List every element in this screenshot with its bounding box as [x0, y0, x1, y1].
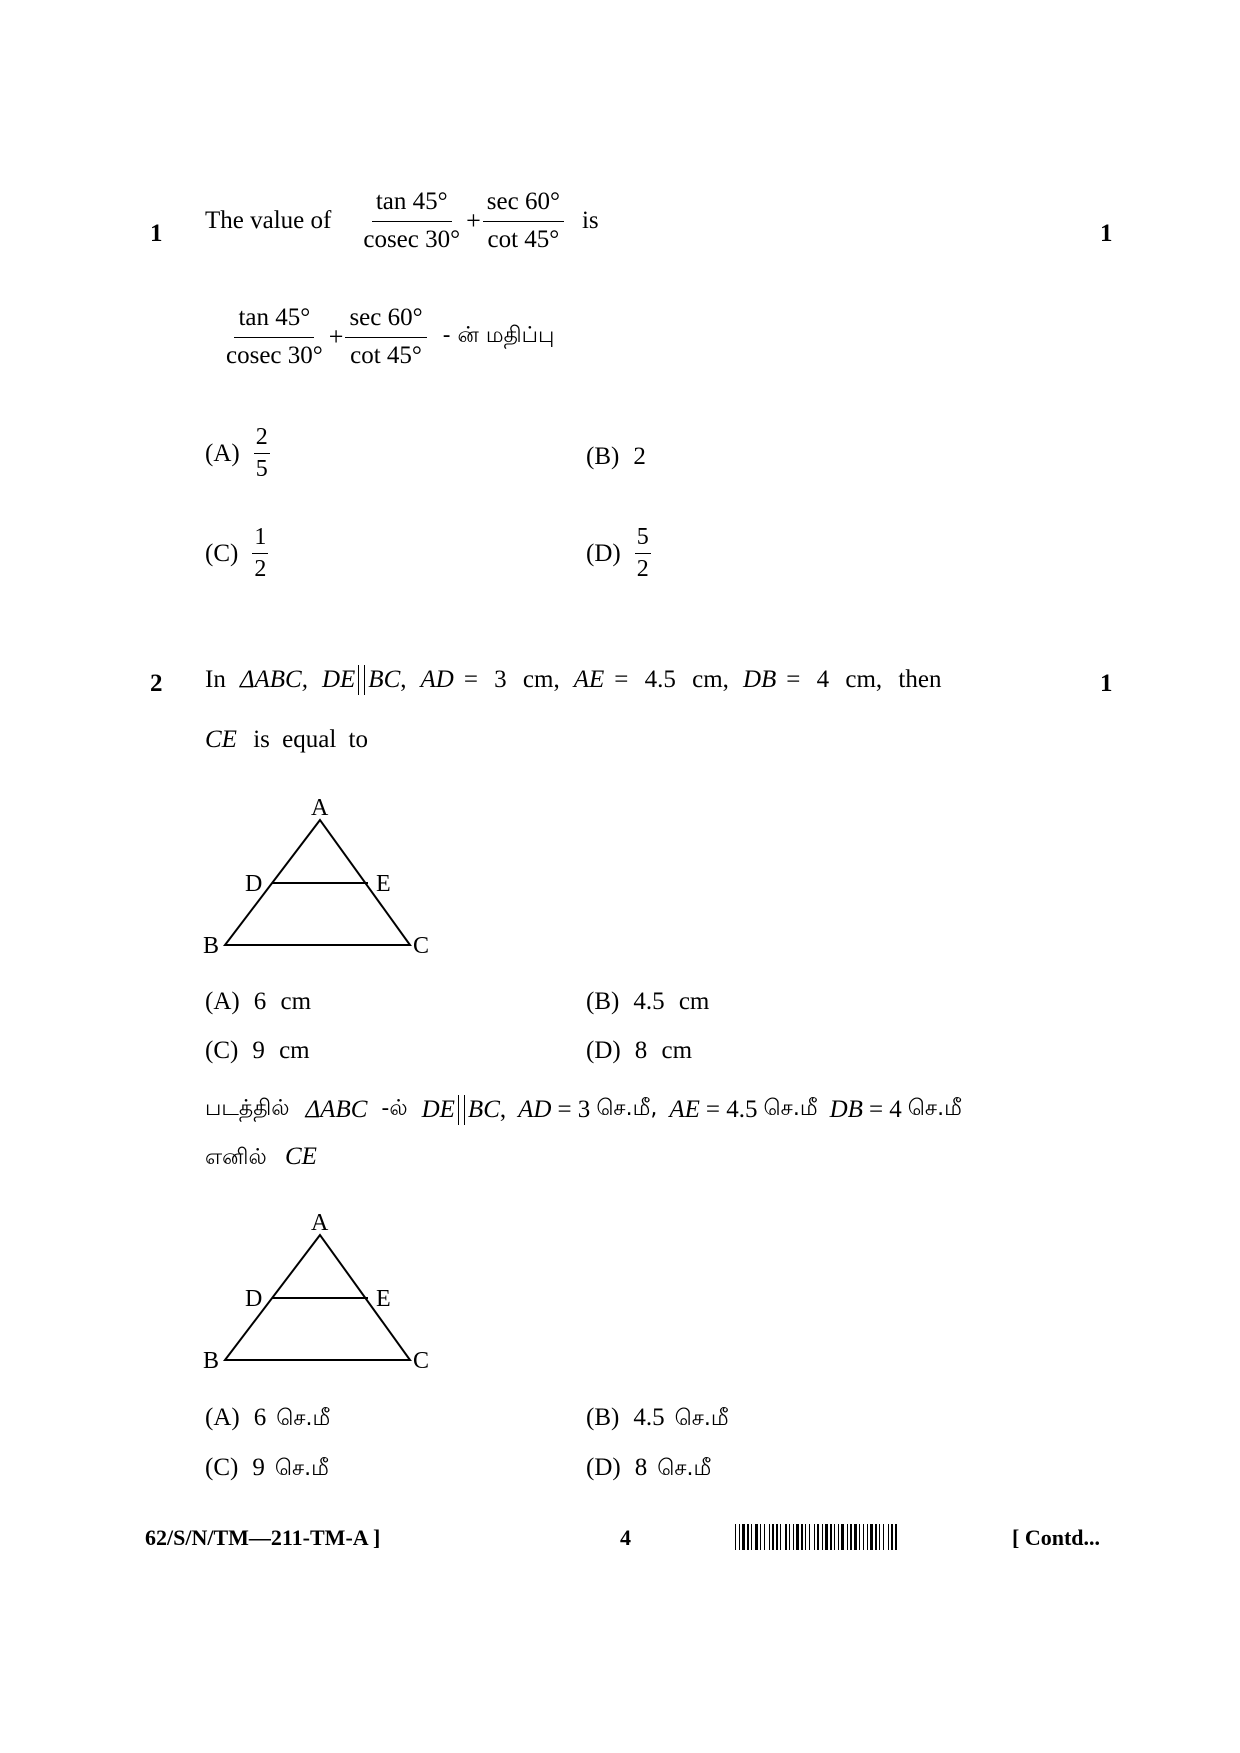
- q2-db-value: = 4 cm, then: [786, 666, 942, 693]
- plus-sign: +: [328, 322, 344, 352]
- q2-db-label: DB: [742, 666, 777, 693]
- parallel-symbol: [358, 665, 365, 695]
- question-2-number: 2: [150, 670, 163, 697]
- fraction-numerator: 5: [635, 525, 651, 554]
- option-value: 6: [253, 1404, 267, 1431]
- question-2-option-b-ta[interactable]: [586, 1404, 729, 1434]
- q2-tamil-ae-value: = 4.5: [705, 1096, 758, 1123]
- fraction-numerator: tan 45°: [372, 188, 452, 222]
- fraction-denominator: cot 45°: [487, 225, 560, 253]
- fraction-numerator: 2: [254, 425, 270, 454]
- vertex-label-b: B: [203, 933, 220, 959]
- question-1-option-b[interactable]: [586, 443, 646, 471]
- option-unit: செ.மீ: [276, 1406, 331, 1431]
- vertex-label-a: A: [311, 1210, 329, 1236]
- option-label: (D): [586, 539, 621, 567]
- q2-tamil-unit: செ.மீ: [907, 1096, 962, 1121]
- q2-bc: BC: [467, 1096, 500, 1123]
- fraction-sec60-cot45: [345, 304, 426, 371]
- barcode-icon: [735, 1524, 990, 1550]
- option-label: (A): [205, 988, 240, 1015]
- fraction-denominator: 5: [255, 456, 268, 483]
- question-2-option-b-en[interactable]: [586, 988, 709, 1016]
- q2-triangle: ΔABC,: [239, 666, 308, 693]
- question-1-option-c[interactable]: [205, 525, 268, 582]
- q2-tamil-ce: CE: [285, 1143, 317, 1170]
- fraction-denominator: cot 45°: [350, 341, 422, 369]
- question-1-option-a[interactable]: [205, 425, 270, 482]
- q2-bc: BC: [368, 666, 401, 693]
- vertex-label-e: E: [376, 871, 391, 897]
- question-2-option-a-ta[interactable]: [205, 1404, 330, 1434]
- question-1-suffix: is: [581, 207, 599, 235]
- option-value: 9 cm: [252, 1037, 310, 1064]
- q2-ae-label: AE: [573, 666, 605, 693]
- question-1-marks: 1: [1100, 220, 1113, 247]
- page-number: 4: [620, 1525, 631, 1550]
- option-label: (D): [586, 1037, 621, 1064]
- q2-tamil-of: -ல்: [381, 1096, 408, 1121]
- q2-ad-label: AD: [420, 666, 454, 693]
- q2-tamil-db: DB: [829, 1096, 863, 1123]
- question-1-prefix: The value of: [205, 207, 332, 235]
- q2-text-in: In: [205, 666, 226, 693]
- option-label: (B): [586, 988, 620, 1015]
- vertex-label-c: C: [413, 933, 430, 959]
- q2-tamil-ae: AE: [669, 1096, 700, 1123]
- fraction-numerator: 1: [252, 525, 268, 554]
- question-1-tamil-suffix: - ன் மதிப்பு: [442, 323, 555, 349]
- q2-ad-value: = 3 cm,: [463, 666, 560, 693]
- question-1-number: 1: [150, 220, 163, 247]
- option-label: (A): [205, 439, 240, 467]
- option-label: (C): [205, 539, 239, 567]
- q2-de: DE: [321, 666, 356, 693]
- q2-tamil-unit: செ.மீ: [763, 1096, 818, 1121]
- option-fraction: [635, 525, 651, 582]
- q2-ce-text: is equal to: [253, 726, 368, 753]
- option-unit: செ.மீ: [274, 1456, 329, 1481]
- vertex-label-b: B: [203, 1348, 220, 1374]
- triangle-figure-en: [195, 785, 445, 960]
- option-fraction: [252, 525, 268, 582]
- fraction-numerator: tan 45°: [234, 304, 314, 338]
- fraction-denominator: 2: [254, 556, 267, 583]
- option-value: 2: [633, 443, 646, 470]
- fraction-numerator: sec 60°: [345, 304, 426, 338]
- vertex-label-e: E: [376, 1286, 391, 1312]
- q2-ae-value: = 4.5 cm,: [614, 666, 729, 693]
- q2-tamil-ad: AD: [518, 1096, 552, 1123]
- continued-label: [ Contd...: [1012, 1525, 1101, 1550]
- option-fraction: [254, 425, 270, 482]
- paper-code: 62/S/N/TM—211-TM-A ]: [145, 1525, 381, 1550]
- q2-tamil-db-value: = 4: [868, 1096, 902, 1123]
- question-1-stem-en: [205, 188, 599, 255]
- q2-tamil-ad-value: = 3: [557, 1096, 591, 1123]
- question-2-option-c-ta[interactable]: [205, 1454, 329, 1484]
- option-value: 4.5: [633, 1404, 665, 1431]
- option-value: 8: [634, 1454, 648, 1481]
- question-2-tamil-line2: [205, 1143, 317, 1173]
- option-label: (C): [205, 1037, 239, 1064]
- option-unit: செ.மீ: [674, 1406, 729, 1431]
- question-2-option-d-ta[interactable]: [586, 1454, 711, 1484]
- q2-tamil-prefix: படத்தில்: [205, 1096, 290, 1121]
- question-2-option-a-en[interactable]: [205, 988, 311, 1016]
- fraction-tan45-cosec30: [359, 188, 464, 255]
- option-unit: செ.மீ: [657, 1456, 712, 1481]
- option-label: (C): [205, 1454, 239, 1481]
- option-value: 9: [252, 1454, 265, 1481]
- fraction-denominator: 2: [636, 556, 649, 583]
- q2-de: DE: [421, 1096, 455, 1123]
- fraction-denominator: cosec 30°: [363, 225, 461, 253]
- vertex-label-d: D: [245, 1286, 263, 1312]
- option-label: (B): [586, 1404, 620, 1431]
- question-2-tamil-line1: படத்தில் ΔABC -ல் DE BC , AD = 3 செ.மீ, AE = 4.5 செ.மீ DB = 4 செ.மீ: [205, 1096, 962, 1123]
- vertex-label-a: A: [311, 795, 329, 821]
- question-2-stem-line1: In ΔABC, DE BC , AD = 3 cm, AE = 4.5 cm, DB = 4 cm, then: [205, 666, 942, 693]
- option-label: (B): [586, 443, 620, 470]
- option-value: 6 cm: [253, 988, 312, 1015]
- question-2-option-d-en[interactable]: [586, 1037, 692, 1065]
- fraction-sec60-cot45: [483, 188, 564, 255]
- fraction-tan45-cosec30: [222, 304, 327, 371]
- option-label: (A): [205, 1404, 240, 1431]
- triangle-figure-ta: [195, 1200, 445, 1375]
- q2-tamil-unit: செ.மீ,: [596, 1096, 658, 1121]
- question-2-stem-line2: [205, 726, 368, 754]
- vertex-label-c: C: [413, 1348, 430, 1374]
- option-value: 4.5 cm: [633, 988, 710, 1015]
- vertex-label-d: D: [245, 871, 263, 897]
- question-1-option-d[interactable]: [586, 525, 651, 582]
- parallel-symbol: [458, 1095, 465, 1125]
- question-2-option-c-en[interactable]: [205, 1037, 310, 1065]
- q2-ce-label: CE: [205, 726, 237, 753]
- question-2-marks: 1: [1100, 670, 1113, 697]
- question-1-stem-ta: [222, 304, 554, 371]
- q2-tamil-triangle: ΔABC: [305, 1096, 368, 1123]
- plus-sign: +: [466, 206, 481, 236]
- fraction-denominator: cosec 30°: [226, 341, 323, 369]
- fraction-numerator: sec 60°: [483, 188, 564, 222]
- option-value: 8 cm: [634, 1037, 693, 1064]
- option-label: (D): [586, 1454, 621, 1481]
- q2-tamil-line2-prefix: எனில்: [205, 1145, 267, 1170]
